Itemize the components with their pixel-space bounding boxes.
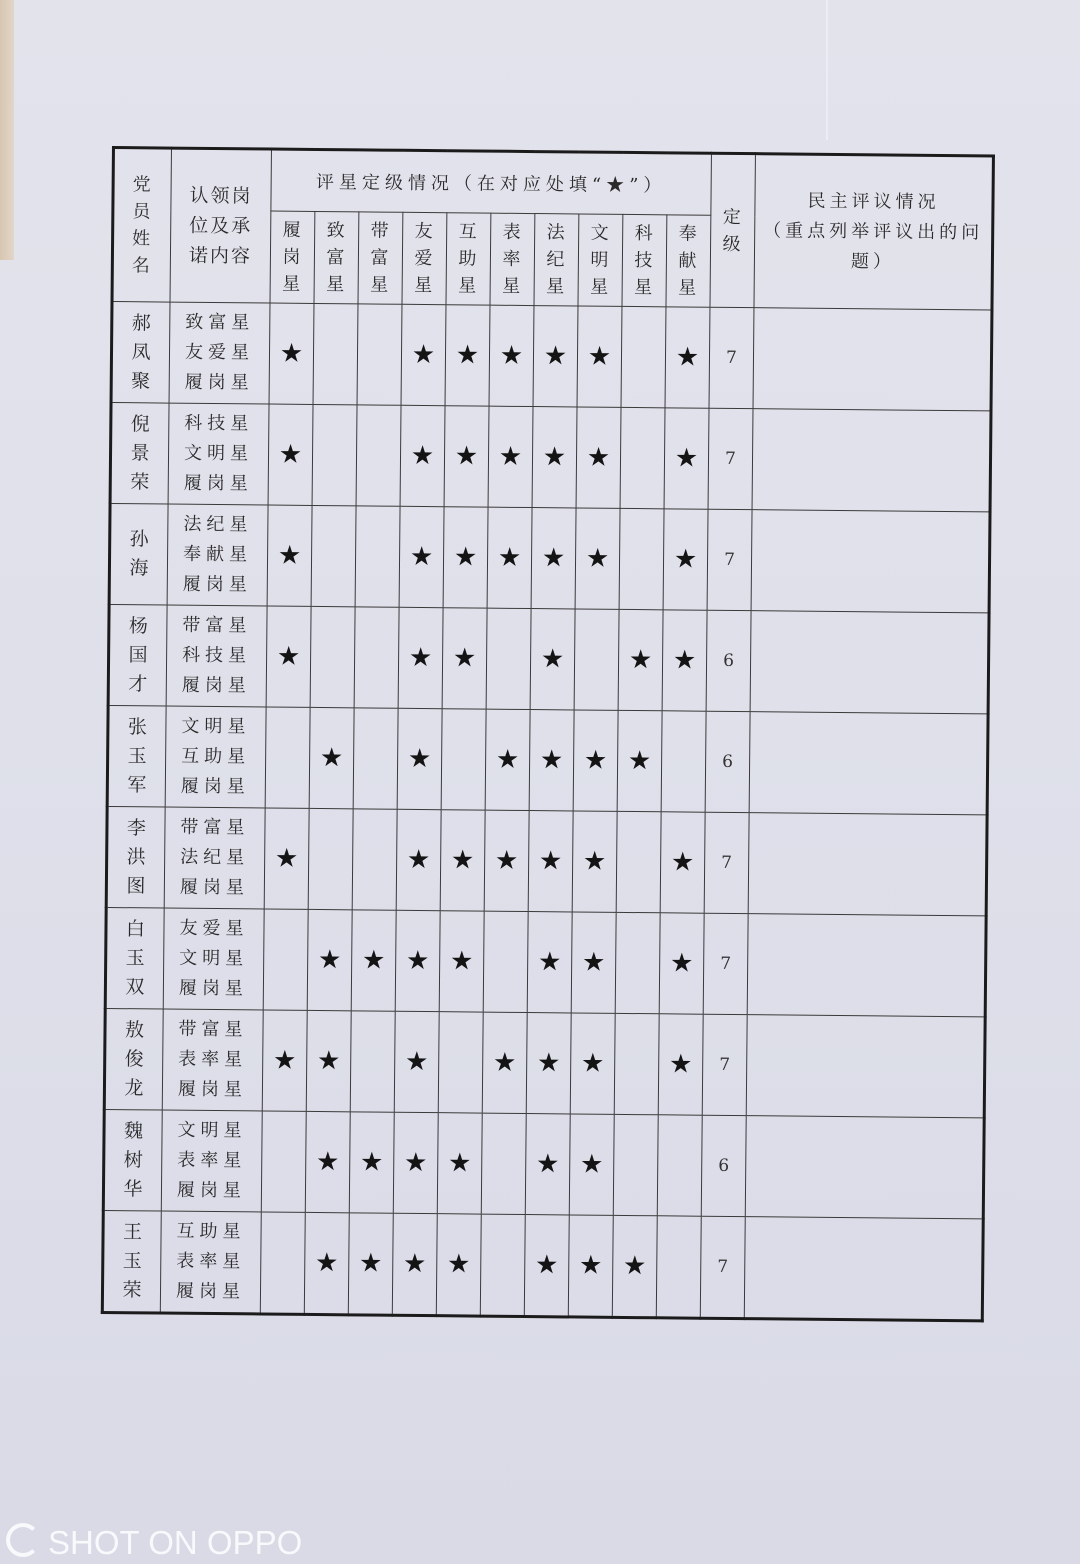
remark-cell <box>748 813 987 916</box>
star-mark-cell <box>489 305 534 406</box>
header-star-type-label: 奉献星 <box>678 223 699 299</box>
star-icon: ★ <box>319 743 344 774</box>
header-star-type-label: 文明星 <box>590 222 611 298</box>
star-icon: ★ <box>628 644 653 676</box>
header-star-type <box>446 213 491 305</box>
star-icon: ★ <box>495 744 520 775</box>
empty-star-cell <box>438 1012 483 1113</box>
star-icon: ★ <box>539 745 564 776</box>
header-star-type <box>402 212 447 304</box>
pledge-item: 履岗星 <box>177 1078 248 1101</box>
header-pledge <box>170 148 271 303</box>
paper-fold <box>826 0 828 140</box>
star-icon: ★ <box>581 947 606 978</box>
pledge-item: 表率星 <box>177 1149 247 1172</box>
star-mark-cell <box>443 507 488 608</box>
star-icon: ★ <box>586 442 611 473</box>
star-mark-cell <box>401 304 446 405</box>
header-star-type <box>314 211 359 303</box>
remark-cell <box>750 611 989 714</box>
remark-cell <box>744 1217 983 1321</box>
pledge-item: 文明星 <box>181 715 251 738</box>
header-star-type-label: 法纪星 <box>546 222 567 298</box>
empty-star-cell <box>354 607 399 708</box>
pledge-item: 友爱星 <box>179 917 249 940</box>
star-icon: ★ <box>672 645 697 676</box>
star-icon: ★ <box>673 544 698 575</box>
header-star-type <box>622 214 667 306</box>
star-icon: ★ <box>406 844 431 876</box>
empty-star-cell <box>311 505 356 606</box>
empty-star-cell <box>350 1011 395 1112</box>
pledge-item: 履岗星 <box>182 573 252 596</box>
pledge-cell <box>164 807 265 909</box>
pledge-item: 互助星 <box>176 1220 246 1243</box>
member-name: 倪景荣 <box>130 412 150 493</box>
header-level-label: 定级 <box>722 206 743 256</box>
star-mark-cell <box>570 1013 615 1114</box>
member-name-cell <box>106 806 165 908</box>
pledge-item: 带富星 <box>178 1018 248 1041</box>
header-star-type <box>358 212 403 304</box>
pledge-item: 友爱星 <box>184 341 255 364</box>
star-icon: ★ <box>579 1149 604 1180</box>
pledge-cell <box>162 1009 263 1111</box>
pledge-item: 致富星 <box>185 311 255 334</box>
pledge-cell <box>160 1211 261 1314</box>
level-value: 7 <box>700 1216 745 1318</box>
header-star-type-label: 互助星 <box>458 221 479 297</box>
empty-star-cell <box>616 811 661 912</box>
star-mark-cell <box>439 911 484 1012</box>
star-icon: ★ <box>409 541 434 573</box>
star-mark-cell <box>524 1215 569 1317</box>
star-mark-cell <box>532 407 577 508</box>
star-mark-cell <box>305 1111 350 1212</box>
pledge-item: 科技星 <box>184 412 254 435</box>
pledge-item: 法纪星 <box>180 846 250 869</box>
star-mark-cell <box>529 710 574 811</box>
pledge-item: 履岗星 <box>179 876 249 899</box>
pledge-cell <box>168 403 269 505</box>
star-icon: ★ <box>272 1045 297 1076</box>
empty-star-cell <box>356 405 401 506</box>
star-icon: ★ <box>543 341 568 372</box>
star-mark-cell <box>575 508 620 609</box>
header-rating-group: 评星定级情况（在对应处填“★”） <box>271 149 712 215</box>
star-icon: ★ <box>537 947 562 978</box>
star-rating-table <box>101 146 995 1322</box>
empty-star-cell <box>661 711 706 812</box>
star-mark-cell <box>487 507 532 608</box>
star-mark-cell <box>664 408 709 509</box>
header-star-type-label: 科技星 <box>634 223 655 299</box>
header-remark-note: （重点列举评议出的问题） <box>763 220 984 273</box>
level-value: 6 <box>701 1115 746 1216</box>
star-mark-cell <box>266 606 311 707</box>
table-row <box>109 503 990 612</box>
star-icon: ★ <box>498 441 523 472</box>
star-icon: ★ <box>627 745 652 777</box>
pledge-item: 履岗星 <box>184 371 254 394</box>
star-mark-cell <box>662 610 707 711</box>
member-name: 张玉军 <box>127 715 148 796</box>
star-icon: ★ <box>359 1147 384 1178</box>
header-remark <box>754 154 993 310</box>
star-mark-cell <box>488 406 533 507</box>
pledge-cell <box>163 908 264 1010</box>
table-row <box>108 604 989 713</box>
star-icon: ★ <box>411 339 436 371</box>
star-icon: ★ <box>314 1248 339 1279</box>
star-icon: ★ <box>542 442 567 473</box>
star-icon: ★ <box>361 945 386 976</box>
star-icon: ★ <box>358 1248 383 1279</box>
star-icon: ★ <box>403 1147 428 1179</box>
star-mark-cell <box>531 508 576 609</box>
star-mark-cell <box>264 808 309 909</box>
level-value: 7 <box>709 307 754 408</box>
star-mark-cell <box>309 707 354 808</box>
remark-cell <box>753 308 992 411</box>
pledge-item: 履岗星 <box>175 1280 246 1303</box>
empty-star-cell <box>312 404 357 505</box>
pledge-item: 履岗星 <box>178 977 249 1000</box>
star-icon: ★ <box>449 946 474 977</box>
empty-star-cell <box>483 911 528 1012</box>
star-icon: ★ <box>454 441 479 472</box>
star-mark-cell <box>660 812 705 913</box>
pledge-item: 带富星 <box>182 614 252 637</box>
empty-star-cell <box>313 303 358 404</box>
star-mark-cell <box>436 1214 481 1316</box>
header-star-type-label: 带富星 <box>370 220 391 296</box>
empty-star-cell <box>265 707 310 808</box>
star-icon: ★ <box>402 1248 427 1280</box>
member-name-cell <box>109 503 168 605</box>
table-row <box>107 705 988 814</box>
star-icon: ★ <box>536 1048 561 1079</box>
star-mark-cell <box>395 910 440 1011</box>
star-icon: ★ <box>405 945 430 977</box>
empty-star-cell <box>263 909 308 1010</box>
star-mark-cell <box>484 810 529 911</box>
header-star-type <box>534 214 579 306</box>
pledge-item: 履岗星 <box>183 472 253 495</box>
empty-star-cell <box>613 1114 658 1215</box>
member-name: 魏树华 <box>123 1119 144 1200</box>
star-mark-cell <box>659 913 704 1014</box>
pledge-item: 文明星 <box>183 442 254 465</box>
pledge-item: 表率星 <box>176 1250 246 1273</box>
watermark-text: SHOT ON OPPO <box>48 1524 303 1561</box>
star-mark-cell <box>482 1012 527 1113</box>
level-value: 7 <box>703 913 748 1014</box>
header-pledge-label: 认领岗位及承诺内容 <box>188 184 253 268</box>
table-row <box>105 907 986 1016</box>
pledge-cell <box>169 302 270 404</box>
star-icon: ★ <box>447 1148 472 1179</box>
star-icon: ★ <box>538 846 563 877</box>
star-mark-cell <box>569 1114 614 1215</box>
star-mark-cell <box>399 506 444 607</box>
star-mark-cell <box>573 710 618 811</box>
header-star-type-label: 致富星 <box>326 220 347 296</box>
star-icon: ★ <box>455 340 480 371</box>
star-icon: ★ <box>450 845 475 876</box>
page-edge <box>0 0 14 260</box>
pledge-item: 带富星 <box>180 816 250 839</box>
empty-star-cell <box>353 708 398 809</box>
star-icon: ★ <box>492 1047 517 1078</box>
star-mark-cell <box>658 1014 703 1115</box>
header-star-type-label: 履岗星 <box>282 219 303 295</box>
empty-star-cell <box>574 609 619 710</box>
star-icon: ★ <box>580 1048 605 1079</box>
star-mark-cell <box>571 912 616 1013</box>
empty-star-cell <box>619 508 664 609</box>
star-mark-cell <box>267 505 312 606</box>
table-row <box>111 302 992 411</box>
star-icon: ★ <box>317 945 342 976</box>
member-name: 李洪图 <box>126 816 147 897</box>
empty-star-cell <box>615 912 660 1013</box>
star-mark-cell <box>612 1215 657 1317</box>
star-mark-cell <box>392 1213 437 1315</box>
empty-star-cell <box>261 1111 306 1212</box>
level-value: 6 <box>705 711 750 812</box>
header-remark-title: 民主评议情况 <box>807 190 940 213</box>
header-star-type <box>270 211 315 303</box>
empty-star-cell <box>352 809 397 910</box>
star-icon: ★ <box>410 440 435 472</box>
pledge-item: 互助星 <box>181 745 251 768</box>
pledge-cell <box>161 1110 262 1212</box>
star-icon: ★ <box>540 644 565 675</box>
star-mark-cell <box>351 910 396 1011</box>
empty-star-cell <box>614 1013 659 1114</box>
pledge-cell <box>167 504 268 606</box>
member-name-cell <box>104 1008 163 1110</box>
star-icon: ★ <box>452 643 477 674</box>
member-name-cell <box>107 705 166 807</box>
star-mark-cell <box>262 1010 307 1111</box>
star-mark-cell <box>568 1215 613 1317</box>
header-star-type <box>666 215 711 307</box>
remark-cell <box>751 510 990 613</box>
empty-star-cell <box>656 1216 701 1318</box>
empty-star-cell <box>620 407 665 508</box>
empty-star-cell <box>441 709 486 810</box>
star-icon: ★ <box>277 540 302 571</box>
star-icon: ★ <box>578 1250 603 1281</box>
star-icon: ★ <box>453 542 478 573</box>
remark-cell <box>749 712 988 815</box>
star-mark-cell <box>393 1112 438 1213</box>
header-name <box>112 148 171 303</box>
star-icon: ★ <box>408 642 433 674</box>
star-icon: ★ <box>407 743 432 775</box>
star-mark-cell <box>306 1010 351 1111</box>
star-mark-cell <box>526 1013 571 1114</box>
header-level <box>710 153 755 307</box>
member-name-cell <box>102 1210 161 1313</box>
remark-cell <box>746 1015 985 1118</box>
header-star-type-label: 友爱星 <box>414 220 435 297</box>
star-icon: ★ <box>274 843 299 874</box>
empty-star-cell <box>355 506 400 607</box>
header-star-type <box>578 214 623 306</box>
member-name-cell <box>111 302 170 404</box>
member-name: 郝凤聚 <box>131 311 151 392</box>
star-icon: ★ <box>668 1049 693 1080</box>
pledge-item: 法纪星 <box>183 513 253 536</box>
pledge-cell <box>166 605 267 707</box>
star-mark-cell <box>528 811 573 912</box>
pledge-item: 文明星 <box>177 1119 247 1142</box>
star-icon: ★ <box>278 439 303 470</box>
empty-star-cell <box>621 306 666 407</box>
star-mark-cell <box>618 609 663 710</box>
level-value: 6 <box>706 610 751 711</box>
member-name: 敖俊龙 <box>124 1018 145 1099</box>
star-mark-cell <box>394 1011 439 1112</box>
star-icon: ★ <box>535 1149 560 1180</box>
remark-cell <box>745 1116 984 1219</box>
member-name-cell <box>110 403 169 505</box>
star-icon: ★ <box>587 341 612 372</box>
pledge-item: 表率星 <box>178 1048 248 1071</box>
star-icon: ★ <box>669 948 694 979</box>
star-icon: ★ <box>316 1046 341 1077</box>
star-icon: ★ <box>541 543 566 574</box>
watermark-ring-icon <box>6 1523 40 1557</box>
empty-star-cell <box>308 808 353 909</box>
star-mark-cell <box>304 1212 349 1314</box>
level-value: 7 <box>707 509 752 610</box>
star-mark-cell <box>572 811 617 912</box>
empty-star-cell <box>657 1115 702 1216</box>
pledge-item: 履岗星 <box>180 775 250 798</box>
member-name-cell <box>105 907 164 1009</box>
header-star-type-label: 表率星 <box>502 221 523 297</box>
remark-cell <box>752 409 991 512</box>
star-icon: ★ <box>583 745 608 776</box>
table-row <box>110 403 991 512</box>
table-row <box>103 1109 984 1218</box>
level-value: 7 <box>704 812 749 913</box>
star-icon: ★ <box>276 641 301 672</box>
rating-form <box>101 146 992 1322</box>
star-mark-cell <box>577 306 622 407</box>
header-star-type <box>490 213 535 305</box>
level-value: 7 <box>702 1014 747 1115</box>
table-row <box>102 1210 983 1320</box>
member-name-cell <box>108 604 167 706</box>
star-mark-cell <box>397 708 442 809</box>
star-icon: ★ <box>534 1250 559 1281</box>
member-name-cell <box>103 1109 162 1211</box>
star-mark-cell <box>307 909 352 1010</box>
star-mark-cell <box>444 406 489 507</box>
camera-watermark <box>6 1523 302 1562</box>
level-value: 7 <box>708 408 753 509</box>
header-name-label: 党员姓名 <box>131 174 153 277</box>
table-row <box>106 806 987 915</box>
pledge-item: 奉献星 <box>182 543 253 566</box>
member-name: 孙海 <box>129 528 149 580</box>
star-icon: ★ <box>446 1249 471 1280</box>
star-icon: ★ <box>585 543 610 574</box>
star-icon: ★ <box>670 847 695 878</box>
star-mark-cell <box>617 710 662 811</box>
pledge-item: 履岗星 <box>176 1179 247 1202</box>
empty-star-cell <box>481 1113 526 1214</box>
star-mark-cell <box>349 1112 394 1213</box>
star-mark-cell <box>398 607 443 708</box>
star-mark-cell <box>665 307 710 408</box>
star-icon: ★ <box>494 845 519 876</box>
star-icon: ★ <box>315 1147 340 1178</box>
star-mark-cell <box>269 303 314 404</box>
star-icon: ★ <box>675 342 700 373</box>
member-name: 杨国才 <box>128 614 149 695</box>
empty-star-cell <box>260 1212 305 1314</box>
member-name: 王玉荣 <box>122 1220 143 1301</box>
star-mark-cell <box>268 404 313 505</box>
empty-star-cell <box>310 606 355 707</box>
empty-star-cell <box>357 304 402 405</box>
empty-star-cell <box>486 608 531 709</box>
star-icon: ★ <box>497 542 522 573</box>
star-mark-cell <box>437 1113 482 1214</box>
star-icon: ★ <box>582 846 607 877</box>
member-name: 白玉双 <box>125 917 146 998</box>
empty-star-cell <box>480 1214 525 1316</box>
star-mark-cell <box>663 509 708 610</box>
star-icon: ★ <box>279 338 304 369</box>
star-mark-cell <box>576 407 621 508</box>
star-mark-cell <box>348 1213 393 1315</box>
star-mark-cell <box>440 810 485 911</box>
star-icon: ★ <box>674 443 699 474</box>
pledge-item: 文明星 <box>179 947 249 970</box>
star-icon: ★ <box>499 340 524 371</box>
star-mark-cell <box>525 1114 570 1215</box>
star-icon: ★ <box>404 1046 429 1078</box>
table-row <box>104 1008 985 1117</box>
pledge-item: 科技星 <box>182 644 252 667</box>
star-mark-cell <box>400 405 445 506</box>
star-mark-cell <box>442 608 487 709</box>
star-mark-cell <box>485 709 530 810</box>
star-icon: ★ <box>622 1250 647 1282</box>
star-mark-cell <box>445 305 490 406</box>
remark-cell <box>747 914 986 1017</box>
star-mark-cell <box>396 809 441 910</box>
star-mark-cell <box>527 912 572 1013</box>
pledge-item: 履岗星 <box>181 674 251 697</box>
pledge-cell <box>165 706 266 808</box>
star-mark-cell <box>533 306 578 407</box>
star-mark-cell <box>530 609 575 710</box>
